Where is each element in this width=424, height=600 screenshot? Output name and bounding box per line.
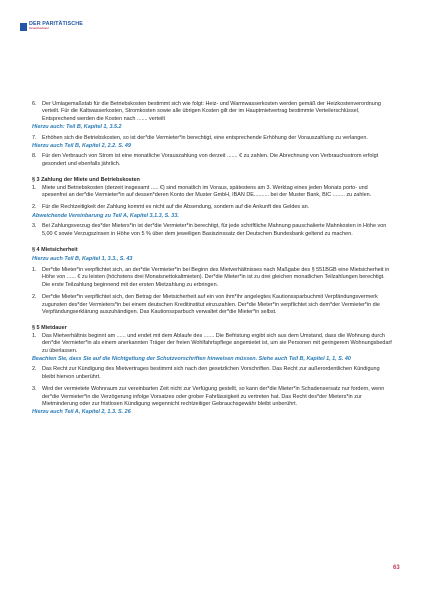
item-number: 6.	[32, 101, 37, 107]
item-number: 2.	[32, 204, 37, 211]
item-text: Bei Zahlungsverzug des*der Mieters*in ist der*die Vermieter*in berechtigt, für jede schriftliche Mahnung pauschalierte Mahnkosten in Höhe von 5,00 € sowie Verzugszinsen in Höhe von 5 % über dem jeweiligen Basiszinssatz der Deutschen Bundesbank geltend zu machen.	[42, 223, 387, 237]
item-number: 3.	[32, 223, 37, 230]
section-heading: § 3 Zahlung der Miete und Betriebskosten	[32, 177, 140, 184]
list-item	[32, 204, 392, 211]
reference-note: Hierzu auch Teil B, Kapitel 1, 3.3., S. 43	[32, 255, 133, 262]
reference-note: Hierzu auch: Teil B, Kapitel 1, 3.5.2	[32, 124, 122, 131]
logo-mark-icon	[20, 23, 27, 31]
list-item	[32, 223, 392, 238]
document-body	[32, 101, 392, 420]
item-number: 7.	[32, 134, 37, 141]
item-text: Das Recht zur Kündigung des Mietvertrages bestimmt sich nach den gesetzlichen Vorschriften. Das Recht zur außerordentlichen Kündigung bleibt hiervon unberührt.	[42, 366, 380, 380]
list-item	[32, 185, 392, 200]
list-item	[32, 333, 392, 355]
section-heading: § 5 Mietdauer	[32, 325, 67, 332]
item-text: Für die Rechtzeitigkeit der Zahlung kommt es nicht auf die Absendung, sondern auf die Ankunft des Geldes an.	[42, 204, 310, 211]
reference-note: Hierzu auch Teil B, Kapitel 2, 2.2. S. 49	[32, 143, 131, 150]
list-item	[32, 101, 392, 123]
list-item	[32, 267, 392, 289]
item-text: Das Mietverhältnis beginnt am ...... und endet mit dem Ablaufe des ....... Die Befristung ergibt sich aus dem Umstand, dass die Wohnung durch den*die Vermieter*in als einem anerkannten Träger der freien Wohlfahrtspflege angemietet ist, um sie Personen mit geringerem Wohnungsbedarf zu überlassen.	[42, 332, 392, 354]
item-text: Wird der vermietete Wohnraum zur vereinbarten Zeit nicht zur Verfügung gestellt, so kann der*die Mieter*in Schadensersatz nur fordern, wenn der*die Vermieter*in die Verzögerung infolge Vorsatzes oder grober Fahrlässigkeit zu vertreten hat. Das Recht des*der Mieters*in zur Mietminderung oder zur fristlosen Kündigung wegennicht rechtzeitiger Gebrauchsgewähr bleibt unberührt.	[42, 386, 385, 407]
list-item	[32, 386, 392, 408]
reference-note: Abweichende Vereinbarung zu Teil A, Kapitel 3,1.3, S. 33.	[32, 212, 179, 219]
item-text: Erhöhen sich die Betriebskosten, so ist der*die Vermieter*in berechtigt, eine entsprechende Erhöhung der Vorauszahlung zu verlangen.	[42, 134, 368, 141]
list-item	[32, 153, 392, 168]
item-number: 1.	[32, 184, 37, 191]
logo-subtext: Gesamtverband	[29, 27, 49, 31]
item-text: Für den Verbrauch von Strom ist eine monatliche Vorauszahlung von derzeit ....... € zu zahlen. Die Abrechnung von Verbrauchsstrom erfolgt gesondert und ebenfalls jährlich.	[42, 153, 379, 167]
item-text: Der*die Mieter*in verpflichtet sich, den Betrag der Mietsicherheit auf ein von ihm*ihr angelegtes Kautionssparbuchmit Verpfändungsvermerk zugunsten des*der Vermieters*in bei einem deutschen Kreditinstitut einzuzahlen. Der*die Mieter*in verpflichtet sich dem*der Vermieter*in die Verpfändungserklärung auszuhändigen. Das Kautionssparbuch verwaltet der*die Mieter*in selbst.	[42, 294, 380, 315]
item-text: Miete und Betriebskosten (derzeit insgesamt ..... €) sind monatlich im Voraus, spätestens am 3. Werktag eines jeden Monats porto- und spesenfrei an der*die Vermieter*in auf dessen*deren Konto der Muster GmbH, IBAN DE.......... bei der Muster Bank, BIC ........ zu zahlen.	[42, 184, 372, 199]
list-item	[32, 135, 392, 142]
page-number: 63	[393, 565, 400, 571]
list-item	[32, 366, 392, 381]
item-number: 2.	[32, 294, 37, 301]
reference-note: Beachten Sie, dass Sie auf die Nichtgeltung der Schutzvorschriften hinweisen müssen. Siehe auch Teil B, Kapitel 1, 1, S. 40	[32, 355, 351, 362]
item-number: 1.	[32, 332, 37, 339]
reference-note: Hierzu auch Teil A, Kapitel 2, 1.3. S. 26	[32, 409, 131, 416]
item-number: 2.	[32, 366, 37, 373]
item-number: 3.	[32, 386, 37, 393]
item-number: 1.	[32, 266, 37, 273]
section-heading: § 4 Mietsicherheit	[32, 247, 78, 254]
item-number: 8.	[32, 153, 37, 160]
item-text: Der Umlagemaßstab für die Betriebskosten bestimmt sich wie folgt: Heiz- und Warmwasserkosten werden gemäß der Heizkostenverordnung verteilt. Für die Kaltwasserkosten, Stromkosten sowie alle übrigen Kosten gilt der im Hauptmietvertrag bestimmte Verteilerschlüssel, Entsprechend werden die Kosten nach ....... verteilt	[42, 101, 381, 122]
paritaetische-logo	[20, 22, 83, 31]
item-text: Der*die Mieter*in verpflichtet sich, an der*die Vermieter*in bei Beginn des Mietverhältnisses nach Maßgabe des § 551BGB eine Mietsicherheit in Höhe von ...... € zu leisten (höchstens drei Monatsnettokaltmieten). Der*die Mieter*in ist zu drei gleichen monatlichen Teilzahlungen berechtigt. Die erste Teilzahlung beginnend mit der ersten Mietzahlung zu erbringen.	[42, 266, 390, 288]
logo-text: DER PARITÄTISCHE	[29, 21, 83, 27]
list-item	[32, 294, 392, 316]
